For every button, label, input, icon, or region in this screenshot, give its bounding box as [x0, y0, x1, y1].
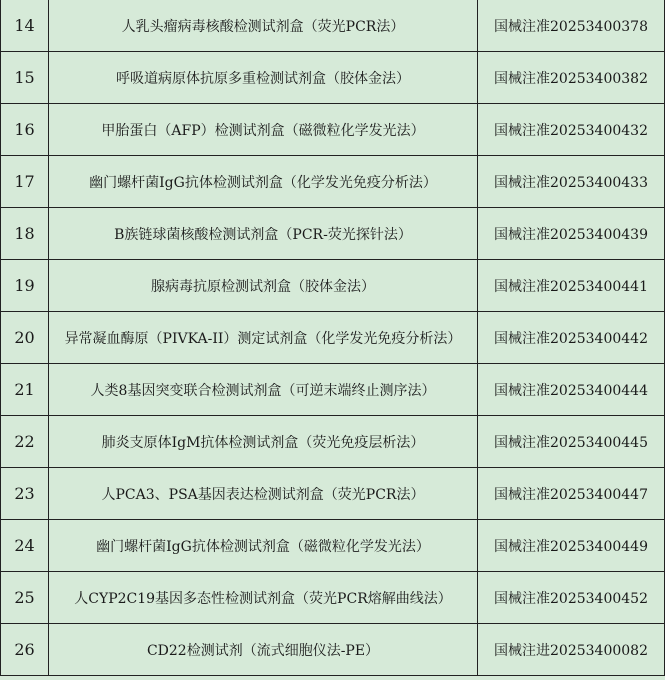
registration-number: 国械注准20253400444 [478, 364, 665, 416]
table-row [1, 52, 665, 104]
product-name: 肺炎支原体IgM抗体检测试剂盒（荧光免疫层析法） [49, 416, 478, 468]
registration-number: 国械注准20253400439 [478, 208, 665, 260]
registration-number: 国械注进20253400082 [478, 624, 665, 676]
row-number: 19 [1, 260, 49, 312]
row-number: 23 [1, 468, 49, 520]
product-name: 幽门螺杆菌IgG抗体检测试剂盒（化学发光免疫分析法） [49, 156, 478, 208]
table-row [1, 260, 665, 312]
table-row [1, 364, 665, 416]
product-name: 人CYP2C19基因多态性检测试剂盒（荧光PCR熔解曲线法） [49, 572, 478, 624]
registration-number: 国械注准20253400442 [478, 312, 665, 364]
product-name: 人乳头瘤病毒核酸检测试剂盒（荧光PCR法） [49, 0, 478, 52]
product-name: 呼吸道病原体抗原多重检测试剂盒（胶体金法） [49, 52, 478, 104]
row-number: 20 [1, 312, 49, 364]
registration-number: 国械注准20253400382 [478, 52, 665, 104]
product-name: 腺病毒抗原检测试剂盒（胶体金法） [49, 260, 478, 312]
table-row [1, 0, 665, 52]
registration-number: 国械注准20253400449 [478, 520, 665, 572]
row-number: 24 [1, 520, 49, 572]
table-row [1, 416, 665, 468]
table-row [1, 624, 665, 676]
product-name: 人PCA3、PSA基因表达检测试剂盒（荧光PCR法） [49, 468, 478, 520]
table-row [1, 104, 665, 156]
product-name: 异常凝血酶原（PIVKA-II）测定试剂盒（化学发光免疫分析法） [49, 312, 478, 364]
row-number: 17 [1, 156, 49, 208]
row-number: 14 [1, 0, 49, 52]
table-row [1, 208, 665, 260]
table-row [1, 572, 665, 624]
row-number: 22 [1, 416, 49, 468]
row-number: 26 [1, 624, 49, 676]
row-number: 15 [1, 52, 49, 104]
product-name: 甲胎蛋白（AFP）检测试剂盒（磁微粒化学发光法） [49, 104, 478, 156]
row-number: 25 [1, 572, 49, 624]
product-name: B族链球菌核酸检测试剂盒（PCR-荧光探针法） [49, 208, 478, 260]
row-number: 16 [1, 104, 49, 156]
table-row [1, 520, 665, 572]
registration-number: 国械注准20253400441 [478, 260, 665, 312]
product-name: 幽门螺杆菌IgG抗体检测试剂盒（磁微粒化学发光法） [49, 520, 478, 572]
registration-number: 国械注准20253400445 [478, 416, 665, 468]
registration-number: 国械注准20253400378 [478, 0, 665, 52]
registration-number: 国械注准20253400432 [478, 104, 665, 156]
row-number: 18 [1, 208, 49, 260]
product-name: 人类8基因突变联合检测试剂盒（可逆末端终止测序法） [49, 364, 478, 416]
registration-number: 国械注准20253400447 [478, 468, 665, 520]
registration-number: 国械注准20253400452 [478, 572, 665, 624]
row-number: 21 [1, 364, 49, 416]
registry-table-body [1, 0, 665, 676]
table-row [1, 468, 665, 520]
product-name: CD22检测试剂（流式细胞仪法-PE） [49, 624, 478, 676]
table-row [1, 312, 665, 364]
table-row [1, 156, 665, 208]
registration-number: 国械注准20253400433 [478, 156, 665, 208]
